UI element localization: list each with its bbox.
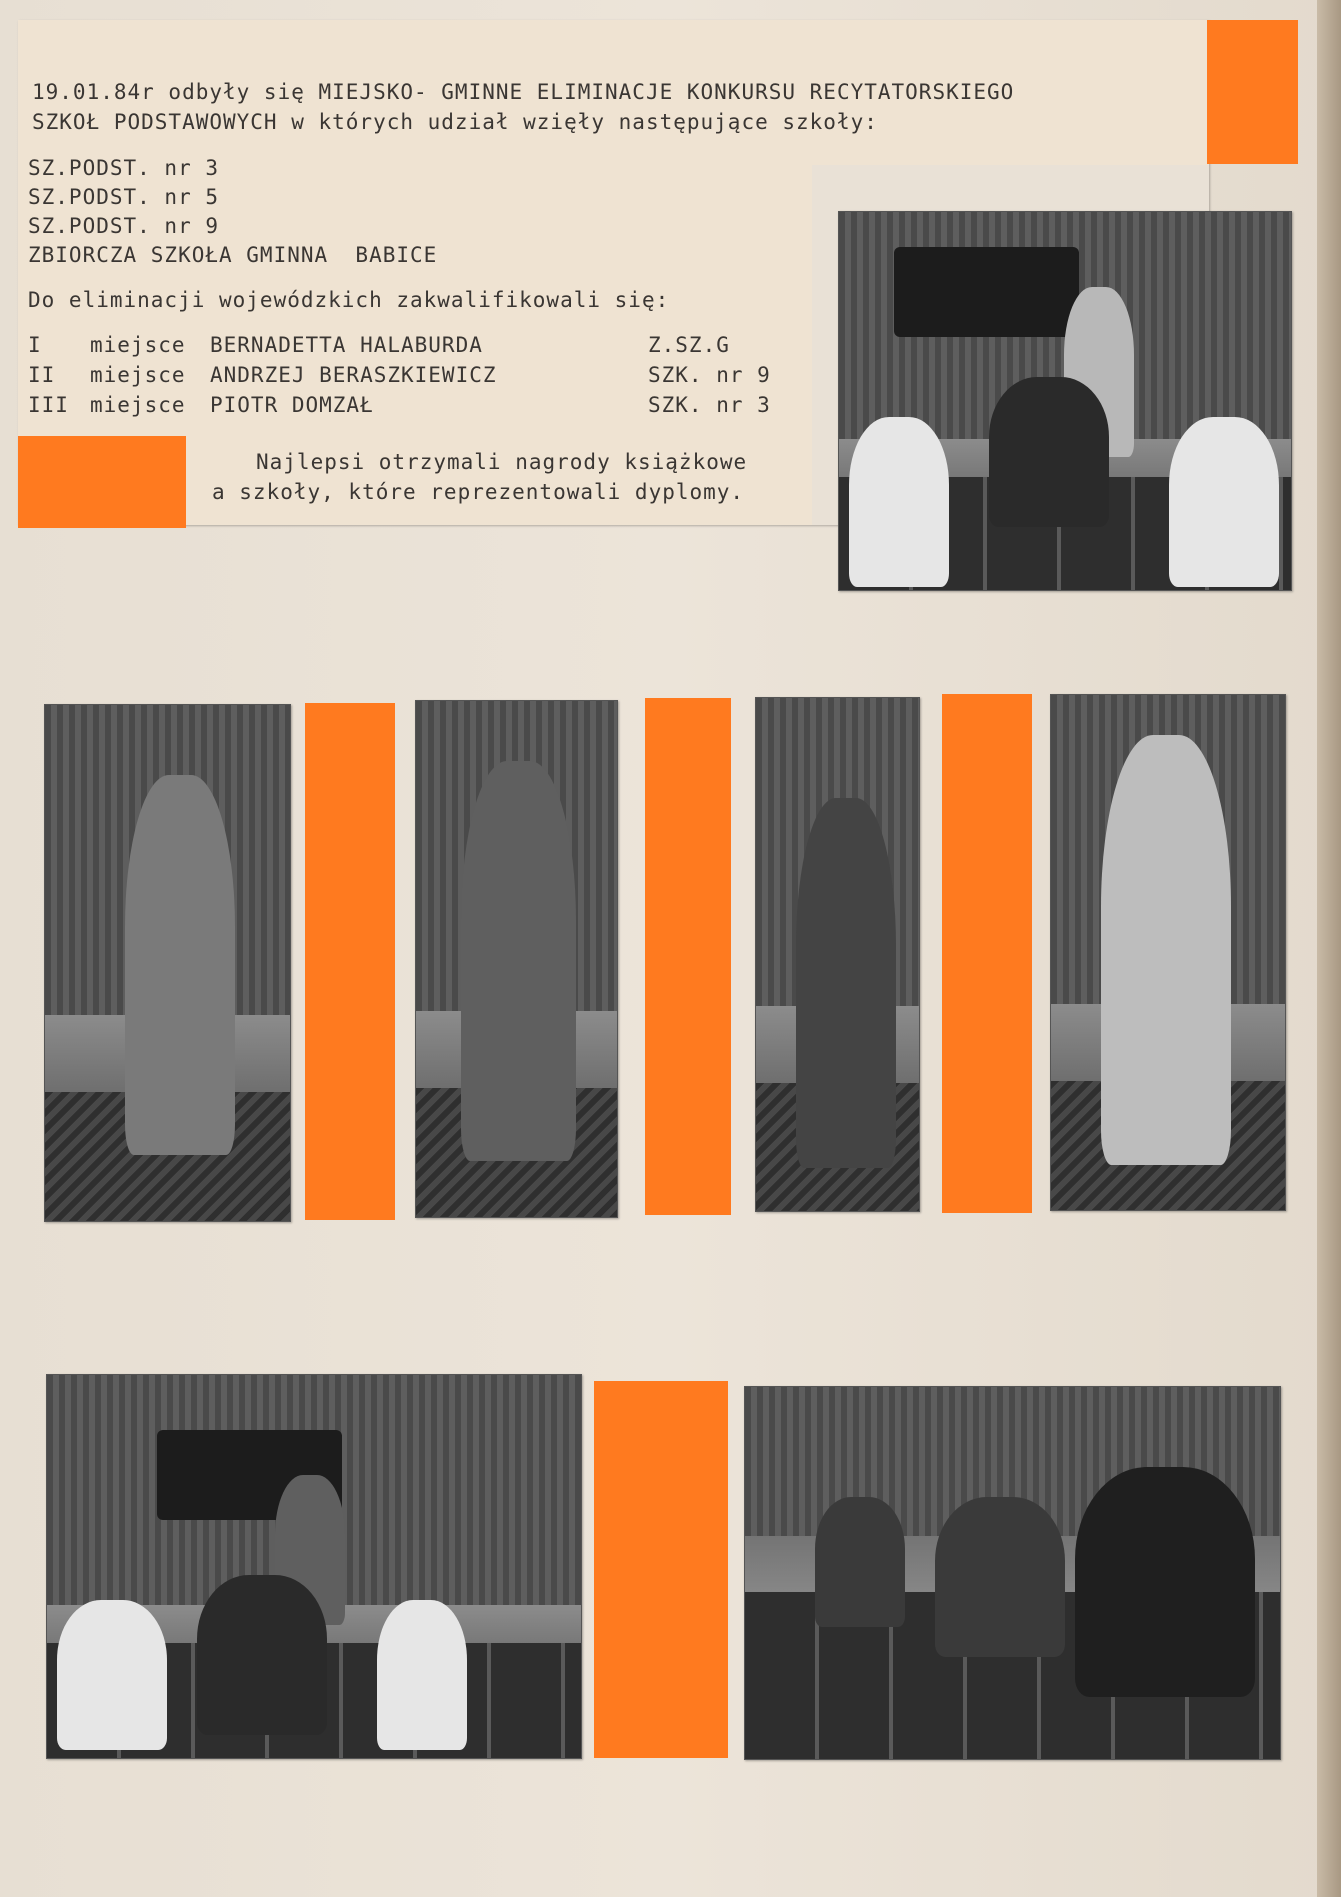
winner-3-name: PIOTR DOMZAŁ: [210, 393, 374, 417]
orange-strip-top-right: [1207, 20, 1298, 164]
winner-1-label: miejsce: [90, 333, 186, 357]
jury-member-figure-2: [935, 1497, 1065, 1657]
audience-girl-figure: [57, 1600, 167, 1750]
winner-2-name: ANDRZEJ BERASZKIEWICZ: [210, 363, 497, 387]
winner-2-place: II: [28, 363, 56, 387]
qualified-heading: Do eliminacji wojewódzkich zakwalifikowali się:: [28, 288, 670, 312]
winner-3-place: III: [28, 393, 69, 417]
winner-1-place: I: [28, 333, 42, 357]
page-edge: [1317, 0, 1341, 1897]
reciter-figure: [1101, 735, 1231, 1165]
school-4: ZBIORCZA SZKOŁA GMINNA BABICE: [28, 243, 438, 267]
winner-1-name: BERNADETTA HALABURDA: [210, 333, 483, 357]
school-1: SZ.PODST. nr 3: [28, 156, 220, 180]
header-line-1: 19.01.84r odbyły się MIEJSKO- GMINNE ELIMINACJE KONKURSU RECYTATORSKIEGO: [32, 80, 1015, 104]
school-3: SZ.PODST. nr 9: [28, 214, 220, 238]
jury-member-figure: [815, 1497, 905, 1627]
winner-2-label: miejsce: [90, 363, 186, 387]
photo-girl-on-stage: [46, 1374, 582, 1759]
school-2: SZ.PODST. nr 5: [28, 185, 220, 209]
winner-2-school: SZK. nr 9: [648, 363, 771, 387]
orange-strip-1: [305, 703, 395, 1220]
photo-reciter-girl-2: [1050, 694, 1286, 1211]
jury-member-figure-3: [1075, 1467, 1255, 1697]
reciter-figure: [461, 761, 576, 1161]
orange-strip-top-left: [18, 436, 186, 528]
closing-line-2: a szkoły, które reprezentowali dyplomy.: [212, 480, 745, 504]
winner-3-label: miejsce: [90, 393, 186, 417]
winner-1-school: Z.SZ.G: [648, 333, 730, 357]
audience-member-figure: [989, 377, 1109, 527]
header-line-2: SZKOŁ PODSTAWOWYCH w których udział wzięły następujące szkoły:: [32, 110, 878, 134]
photo-reciter-boy-1: [44, 704, 291, 1222]
reciter-figure: [796, 798, 896, 1168]
photo-reciter-girl-1: [415, 700, 618, 1218]
photo-jury: [744, 1386, 1281, 1760]
photo-reciter-boy-2: [755, 697, 920, 1212]
closing-line-1: Najlepsi otrzymali nagrody książkowe: [256, 450, 748, 474]
audience-girl-figure: [849, 417, 949, 587]
audience-girl-figure-2: [1169, 417, 1279, 587]
audience-girl-figure-2: [377, 1600, 467, 1750]
photo-stage-audience: [838, 211, 1292, 591]
winner-3-school: SZK. nr 3: [648, 393, 771, 417]
reciter-figure: [125, 775, 235, 1155]
audience-member-figure: [197, 1575, 327, 1735]
orange-strip-4: [594, 1381, 728, 1758]
piano-shape: [894, 247, 1079, 337]
orange-strip-2: [645, 698, 731, 1215]
orange-strip-3: [942, 694, 1032, 1213]
